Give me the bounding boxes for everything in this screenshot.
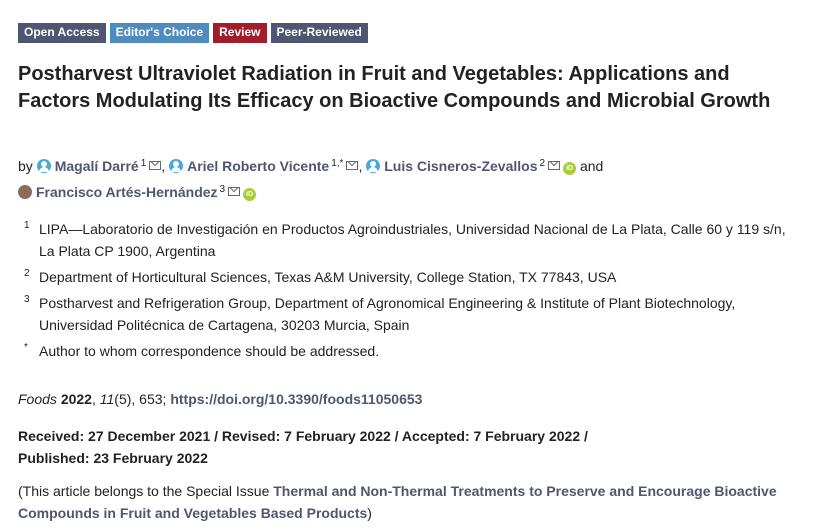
author-list: by Magalí Darré $^1$ , Ariel Roberto Vicente $^{1,*}$ , Luis Cisneros-Zevallos $^2$ iD and Francisco Artés-Hernández $^3$ iD bbox=[18, 158, 604, 200]
affiliation-item bbox=[24, 340, 794, 362]
author-link[interactable]: Magalí Darré bbox=[54, 158, 139, 174]
citation-year: 2022 bbox=[60, 391, 92, 407]
special-issue-suffix: ) bbox=[367, 505, 372, 521]
affiliation-list bbox=[24, 218, 794, 366]
affiliation-text: Postharvest and Refrigeration Group, Department of Agronomical Engineering & Institute of Plant Biotechnology, Universidad Politécnica de Cartagena, 30203 Murcia, Spain bbox=[39, 295, 736, 333]
envelope-icon[interactable] bbox=[228, 187, 240, 196]
affiliation-item bbox=[24, 292, 794, 336]
author-sup: 2 bbox=[539, 158, 546, 169]
author-link[interactable]: Ariel Roberto Vicente bbox=[187, 158, 330, 174]
author-sup: 3 bbox=[219, 184, 226, 195]
journal-name: Foods bbox=[18, 391, 57, 407]
affiliation-number: 2 bbox=[24, 268, 30, 279]
author-photo bbox=[18, 185, 32, 199]
author-sup: 1,* bbox=[331, 158, 344, 169]
doi-link[interactable]: https://doi.org/10.3390/foods11050653 bbox=[170, 391, 423, 407]
citation: Foods 2022, 11(5), 653; https://doi.org/10.3390/foods11050653 bbox=[18, 391, 423, 407]
editors-choice-badge[interactable]: Editor's Choice bbox=[110, 23, 210, 43]
article-title: Postharvest Ultraviolet Radiation in Fruit and Vegetables: Applications and Factors Modulating Its Efficacy on Bioactive Compounds and Microbial Growth bbox=[18, 63, 771, 112]
affiliation-text: LIPA—Laboratorio de Investigación en Productos Agroindustriales, Universidad Nacional de La Plata, Calle 60 y 119 s/n, La Plata CP 1900, Argentina bbox=[39, 221, 786, 259]
dates-line-2: Published: 23 February 2022 bbox=[18, 450, 208, 466]
and-label: and bbox=[579, 158, 604, 174]
envelope-icon[interactable] bbox=[149, 161, 161, 170]
special-issue-note bbox=[18, 480, 778, 524]
author-link[interactable]: Luis Cisneros-Zevallos bbox=[384, 158, 538, 174]
affiliation-number: * bbox=[24, 342, 28, 353]
peer-reviewed-badge[interactable]: Peer-Reviewed bbox=[271, 23, 368, 43]
user-circle-icon bbox=[37, 159, 51, 173]
affiliation-number: 1 bbox=[24, 220, 30, 231]
affiliation-item bbox=[24, 218, 794, 262]
by-label: by bbox=[18, 158, 33, 174]
special-issue-prefix: (This article belongs to the Special Issue bbox=[18, 483, 270, 499]
affiliation-item bbox=[24, 266, 794, 288]
publication-dates bbox=[18, 425, 638, 469]
user-circle-icon bbox=[169, 159, 183, 173]
review-badge[interactable]: Review bbox=[213, 23, 266, 43]
citation-volume: 11 bbox=[99, 391, 115, 407]
orcid-icon[interactable]: iD bbox=[563, 162, 576, 175]
user-circle-icon bbox=[366, 159, 380, 173]
envelope-icon[interactable] bbox=[346, 161, 358, 170]
affiliation-text: Department of Horticultural Sciences, Texas A&M University, College Station, TX 77843, USA bbox=[39, 269, 617, 285]
author-link[interactable]: Francisco Artés-Hernández bbox=[36, 184, 218, 200]
affiliation-text: Author to whom correspondence should be addressed. bbox=[39, 343, 380, 359]
badge-row bbox=[18, 23, 368, 43]
author-sup: 1 bbox=[140, 158, 147, 169]
envelope-icon[interactable] bbox=[548, 161, 560, 170]
affiliation-number: 3 bbox=[24, 294, 30, 305]
citation-issue-pages: (5), 653; bbox=[114, 391, 167, 407]
orcid-icon[interactable]: iD bbox=[243, 188, 256, 201]
special-issue-link[interactable]: Thermal and Non-Thermal Treatments to Preserve and Encourage Bioactive Compounds in Fruit and Vegetables Based Products bbox=[18, 483, 777, 521]
dates-line-1: Received: 27 December 2021 / Revised: 7 February 2022 / Accepted: 7 February 2022 / bbox=[18, 428, 588, 444]
open-access-badge[interactable]: Open Access bbox=[18, 23, 106, 43]
